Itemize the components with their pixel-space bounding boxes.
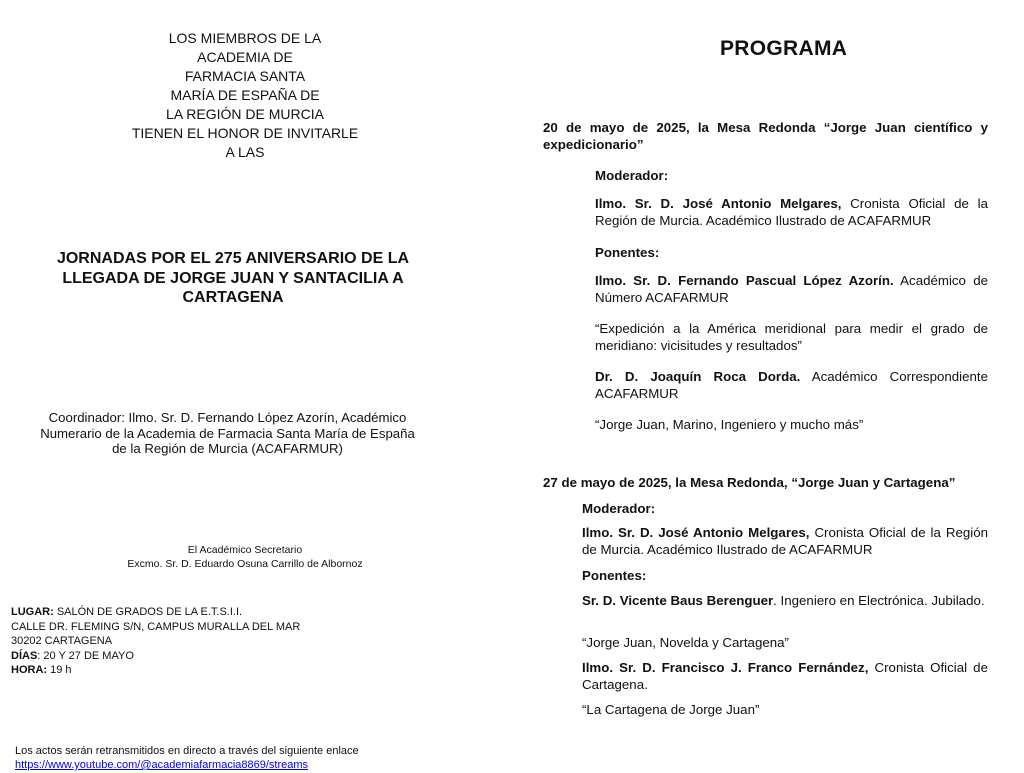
moderator-desc: Cronista Oficial de la Región de Murcia. Académico Ilustrado de ACAFARMUR [595, 196, 989, 228]
speaker-desc: Académico de Número ACAFARMUR [595, 273, 988, 305]
session-2-talk-1: “Jorge Juan, Novelda y Cartagena” [582, 635, 789, 650]
invitation-line: FARMACIA SANTA [184, 68, 306, 84]
programa-title: PROGRAMA [720, 37, 848, 60]
speaker-name: Dr. D. Joaquín Roca Dorda. [595, 369, 801, 384]
dias-value: : 20 Y 27 DE MAYO [37, 649, 134, 662]
session-1-moderator [595, 195, 988, 229]
lugar-line3: 30202 CARTAGENA [11, 635, 113, 647]
session-2-speakers-label: Ponentes: [582, 568, 647, 583]
session-1-speakers-label: Ponentes: [595, 245, 660, 260]
stream-text: Los actos serán retransmitidos en directo a través del siguiente enlace [15, 745, 359, 757]
dias-label: DÍAS [11, 649, 38, 662]
session-1-speaker-2 [595, 368, 988, 402]
event-title-line: CARTAGENA [182, 289, 284, 306]
secretary-role: El Académico Secretario [187, 544, 303, 556]
session-1-moderator-label: Moderador: [595, 168, 669, 183]
invitation-line: TIENEN EL HONOR DE INVITARLE [131, 125, 359, 141]
hora-value: 19 h [47, 664, 72, 676]
speaker-name: Ilmo. Sr. D. Fernando Pascual López Azorín. [595, 273, 894, 288]
venue-dias [11, 649, 431, 664]
coordinator-block [15, 410, 440, 457]
speaker-desc: . Ingeniero en Electrónica. Jubilado. [773, 593, 985, 608]
lugar-label: LUGAR: [11, 606, 54, 618]
invitation-block [100, 29, 390, 162]
session-1-talk-1: “Expedición a la América meridional para medir el grado de meridiano: vicisitudes y resultados” [595, 321, 988, 353]
speaker-desc: Cronista Oficial de Cartagena. [582, 660, 988, 692]
event-title-line: JORNADAS POR EL 275 ANIVERSARIO DE LA [56, 250, 410, 267]
venue-lugar [11, 605, 431, 620]
speaker-desc: Académico Correspondiente ACAFARMUR [595, 369, 988, 401]
secretary-name: Excmo. Sr. D. Eduardo Osuna Carrillo de Albornoz [127, 558, 363, 570]
invitation-line: LA REGIÓN DE MURCIA [166, 106, 324, 122]
stream-link[interactable]: https://www.youtube.com/@academiafarmacia8869/streams [15, 759, 309, 771]
session-2-moderator-label: Moderador: [582, 501, 656, 516]
session-2-speaker-2 [582, 659, 988, 693]
coordinator-line: Coordinador: Ilmo. Sr. D. Fernando López Azorín, Académico [48, 410, 407, 425]
venue-block [11, 605, 431, 678]
moderator-name: Ilmo. Sr. D. José Antonio Melgares, [582, 525, 810, 540]
lugar-line1: SALÓN DE GRADOS DE LA E.T.S.I.I. [53, 606, 243, 618]
session-2-moderator [582, 524, 988, 558]
session-1-talk-2: “Jorge Juan, Marino, Ingeniero y mucho más” [595, 417, 864, 432]
coordinator-line: Numerario de la Academia de Farmacia Santa María de España [40, 425, 415, 441]
session-2-talk-2: “La Cartagena de Jorge Juan” [582, 702, 760, 717]
event-title-line: LLEGADA DE JORGE JUAN Y SANTACILIA A [62, 269, 404, 287]
venue-hora [11, 663, 431, 678]
event-title [28, 249, 438, 308]
session-1-speaker-1 [595, 272, 988, 306]
session-2-speaker-1 [582, 592, 988, 609]
session-2-heading: 27 de mayo de 2025, la Mesa Redonda, “Jorge Juan y Cartagena” [543, 475, 956, 490]
invitation-line: ACADEMIA DE [197, 49, 293, 65]
moderator-desc: Cronista Oficial de la Región de Murcia. Académico Ilustrado de ACAFARMUR [582, 525, 988, 557]
lugar-line2: CALLE DR. FLEMING S/N, CAMPUS MURALLA DEL MAR [11, 620, 301, 633]
invitation-line: LOS MIEMBROS DE LA [168, 30, 322, 46]
session-1-heading: 20 de mayo de 2025, la Mesa Redonda “Jorge Juan científico y expedicionario” [543, 120, 988, 152]
secretary-block [60, 543, 430, 571]
hora-label: HORA: [11, 664, 48, 676]
speaker-name: Sr. D. Vicente Baus Berenguer [582, 593, 774, 608]
moderator-name: Ilmo. Sr. D. José Antonio Melgares, [595, 196, 842, 211]
invitation-line: MARÍA DE ESPAÑA DE [170, 87, 320, 103]
coordinator-line: de la Región de Murcia (ACAFARMUR) [112, 441, 343, 456]
stream-block [15, 744, 435, 772]
speaker-name: Ilmo. Sr. D. Francisco J. Franco Fernández, [582, 660, 869, 675]
invitation-line: A LAS [225, 144, 265, 160]
